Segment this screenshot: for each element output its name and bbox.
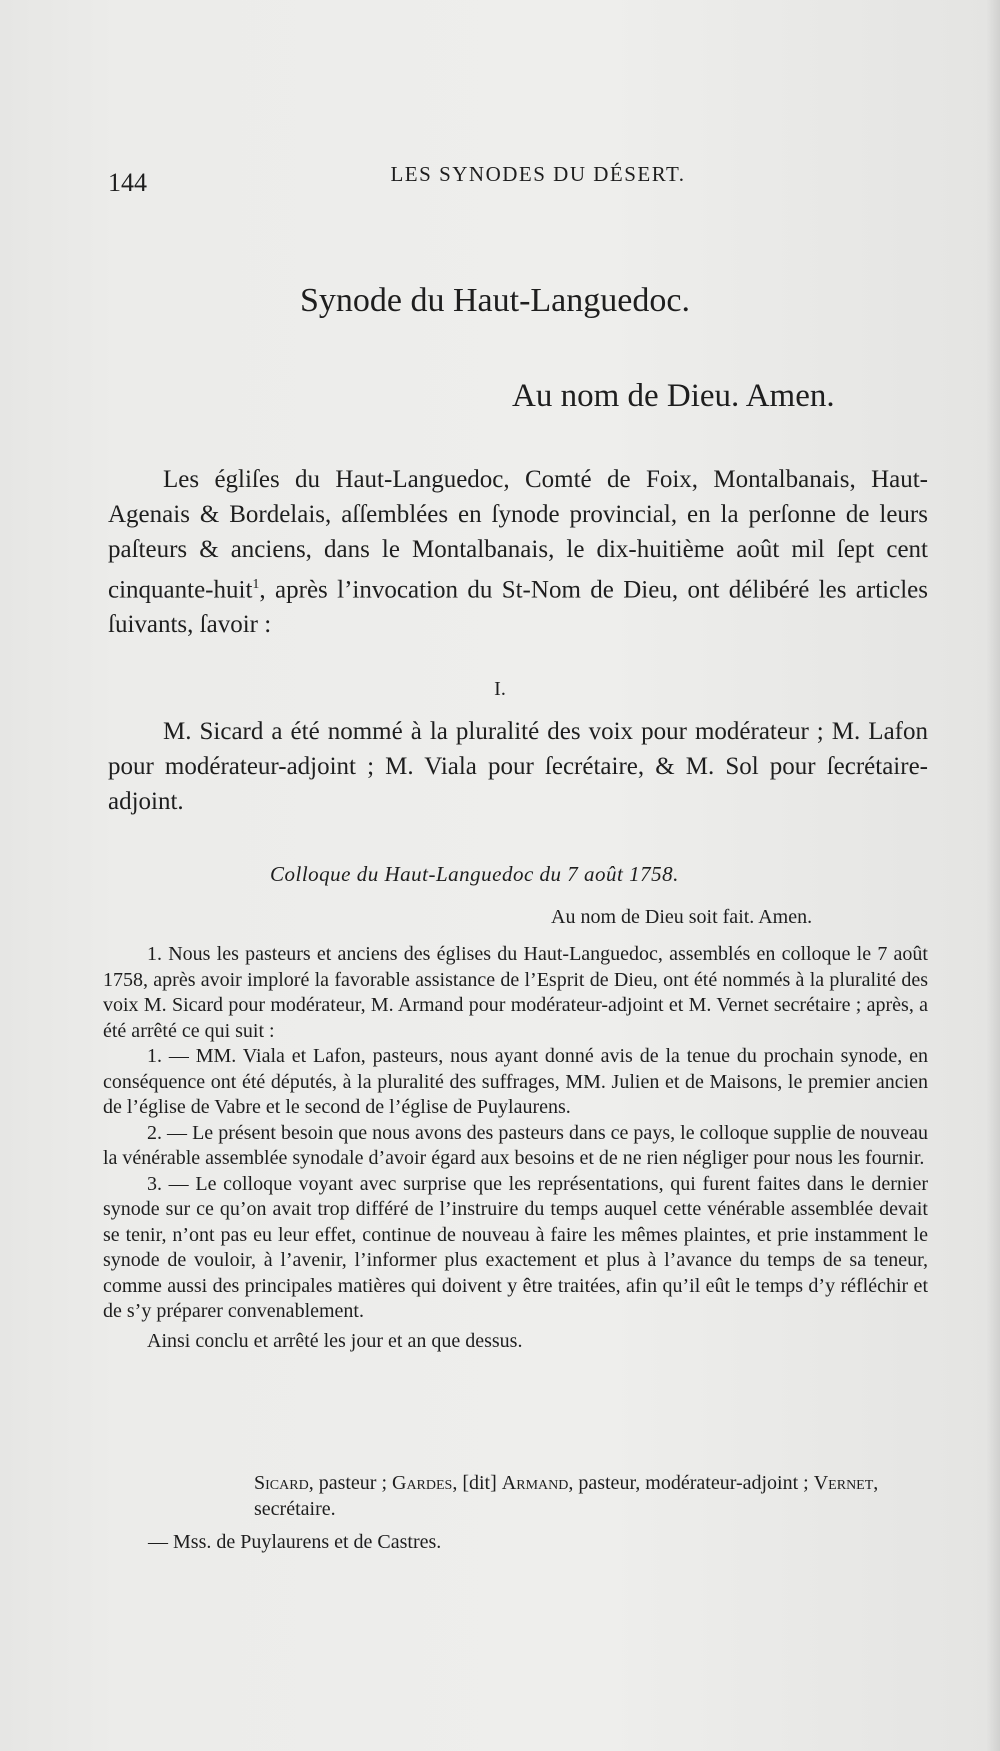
intro-text: Les égliſes du Haut-Languedoc, Comté de Foix, Montalbanais, Haut-Agenais & Bordelais, aſſemblées en ſynode provincial, en la perſonne de leurs paſteurs & anciens, dans le Montalbanais, le dix-huitième août mil ſept cent cinquante-huit [108,466,928,604]
page-number: 144 [108,168,147,197]
article-number: I. [494,678,506,700]
signatory-role: , secrétaire. [254,1472,879,1520]
invocation: Au nom de Dieu. Amen. [512,378,835,414]
article-1 [108,714,928,819]
signatory-aside: , [dit] [452,1472,502,1494]
signatory-name: Gardes [392,1472,453,1494]
colloque-paragraph: 3. — Le colloque voyant avec surprise que les représentations, qui furent faites dans le dernier synode sur ce qu’on avait trop différé de l’instruire du temps auquel cette vénérable assemblée devait se tenir, n’ont pas eu leur effet, continue de nouveau à faire les mêmes plaintes, et prie instamment le synode de vouloir, à l’avenir, l’informer plus exactement et plus à l’avance du temps de sa teneur, comme aussi des principales matières qui doivent y être traitées, afin qu’il eût le temps d’y réfléchir et de s’y préparer convenablement. [103,1172,928,1322]
footnote-mark: 1 [252,577,260,592]
colloque-conclusion: Ainsi conclu et arrêté les jour et an que dessus. [147,1329,523,1352]
article-1-text: M. Sicard a été nommé à la pluralité des voix pour modérateur ; M. Lafon pour modérateur-adjoint ; M. Viala pour ſecrétaire, & M. Sol pour ſecrétaire-adjoint. [108,718,928,815]
colloque-paragraph: 1. Nous les pasteurs et anciens des églises du Haut-Languedoc, assemblés en colloque le 7 août 1758, après avoir imploré la favorable assistance de l’Esprit de Dieu, ont été nommés à la pluralité des voix M. Sicard pour modérateur, M. Armand pour modérateur-adjoint et M. Vernet secrétaire ; après, a été arrêté ce qui suit : [103,943,928,1042]
signatory-role: , pasteur ; [308,1472,392,1494]
signatory-name: Sicard [254,1472,309,1494]
signatures [254,1470,894,1522]
signatory-name: Armand [501,1472,569,1494]
colloque-paragraph: 1. — MM. Viala et Lafon, pasteurs, nous ayant donné avis de la tenue du prochain synode, en conséquence ont été députés, à la pluralité des suffrages, MM. Julien et de Maisons, le premier ancien de l’église de Vabre et le second de l’église de Puylaurens. [103,1045,928,1118]
section-title: Synode du Haut-Languedoc. [300,282,690,319]
colloque-paragraph: 2. — Le présent besoin que nous avons des pasteurs dans ce pays, le colloque supplie de nouveau la vénérable assemblée synodale d’avoir égard aux besoins et de ne rien négliger pour nous les fournir. [103,1121,928,1169]
source-citation: — Mss. de Puylaurens et de Castres. [148,1531,442,1553]
signatory-name: Vernet [813,1472,874,1494]
running-head [108,162,928,202]
intro-text-continued: , après l’invocation du St-Nom de Dieu, ont délibéré les articles ſuivants, ſavoir : [108,576,928,639]
running-title: LES SYNODES DU DÉSERT. [390,162,686,186]
intro-paragraph [108,462,928,642]
colloque-invocation: Au nom de Dieu soit fait. Amen. [551,906,813,928]
signatory-role: , pasteur, modérateur-adjoint ; [568,1472,814,1494]
page-edge-shadow [986,0,1000,1751]
colloque-title: Colloque du Haut-Languedoc du 7 août 1758. [270,862,679,886]
colloque-body [103,942,928,1354]
